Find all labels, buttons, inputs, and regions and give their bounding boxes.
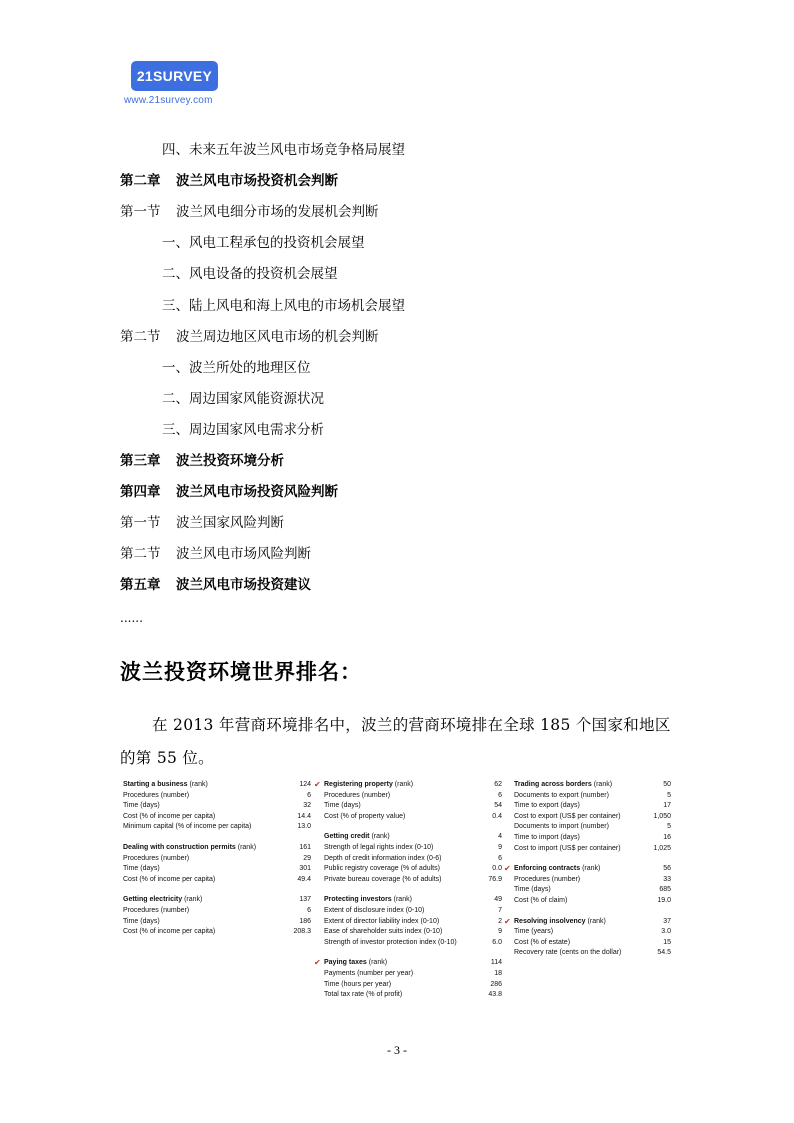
toc-line	[162, 234, 365, 252]
indicator-row	[514, 875, 671, 886]
section-heading: 波兰投资环境世界排名：	[120, 659, 362, 684]
toc-text: 三、周边国家风电需求分析	[162, 421, 324, 438]
indicator-label: Procedures (number)	[123, 791, 190, 799]
toc-text: 一、波兰所处的地理区位	[162, 359, 311, 376]
indicator-label: Cost (% of income per capita)	[123, 875, 216, 883]
indicator-label: Cost to export (US$ per container)	[514, 812, 621, 820]
toc-line	[162, 265, 338, 283]
indicator-title: ✔ Paying taxes (rank)	[314, 958, 388, 968]
indicator-header	[123, 843, 311, 854]
indicator-row	[514, 801, 671, 812]
indicator-row	[324, 864, 502, 875]
indicator-label: Time to export (days)	[514, 802, 580, 810]
indicator-title: Getting credit (rank)	[324, 833, 390, 841]
indicator-rank: 124	[299, 781, 311, 788]
toc-line	[120, 203, 379, 221]
indicator-row	[324, 927, 502, 938]
column-3	[504, 780, 671, 969]
indicator-title: Trading across borders (rank)	[514, 781, 613, 788]
indicator-row	[324, 969, 502, 980]
indicator-value: 17	[663, 802, 671, 810]
indicator-rank: 62	[494, 781, 502, 788]
indicator-rank: 161	[299, 843, 311, 851]
indicator-label: Recovery rate (cents on the dollar)	[514, 949, 622, 957]
indicator-group	[324, 895, 502, 948]
indicator-label: Procedures (number)	[514, 875, 581, 883]
indicator-row	[324, 938, 502, 949]
indicator-header	[123, 895, 311, 906]
indicator-row	[514, 822, 671, 833]
indicator-row	[324, 791, 502, 802]
indicator-label: Procedures (number)	[324, 791, 391, 799]
indicator-value: 19.0	[657, 896, 671, 904]
indicator-row	[123, 801, 311, 812]
indicator-value: 54.5	[657, 949, 671, 957]
indicator-rank: 137	[299, 896, 311, 904]
indicator-header	[314, 780, 502, 791]
indicator-value: 76.9	[488, 875, 502, 883]
indicator-value: 685	[659, 886, 671, 894]
indicator-group	[314, 958, 502, 1000]
indicator-label: Cost (% of estate)	[514, 938, 571, 946]
indicator-label: Procedures (number)	[123, 854, 190, 862]
toc-text: 波兰风电市场风险判断	[176, 546, 311, 563]
toc-text: 一、风电工程承包的投资机会展望	[162, 235, 365, 252]
indicator-value: 6	[498, 854, 502, 862]
indicator-value: 0.4	[492, 812, 502, 820]
toc-text: 波兰风电市场投资机会判断	[176, 173, 338, 190]
indicator-header	[314, 958, 502, 969]
toc-number: 第二节	[120, 328, 161, 345]
indicator-value: 0.0	[492, 865, 502, 873]
checkmark-icon: ✔	[504, 864, 511, 874]
toc-line	[162, 390, 324, 408]
indicator-value: 33	[663, 875, 671, 883]
indicator-label: Time (days)	[324, 802, 361, 810]
toc-line	[120, 452, 284, 470]
checkmark-icon: ✔	[314, 780, 321, 789]
indicator-row	[324, 801, 502, 812]
indicator-value: 1,025	[653, 844, 671, 852]
indicator-row	[514, 833, 671, 844]
indicator-row	[123, 917, 311, 928]
toc-text: 三、陆上风电和海上风电的市场机会展望	[162, 297, 405, 314]
indicator-label: Minimum capital (% of income per capita)	[123, 823, 252, 831]
indicator-label: Time (hours per year)	[324, 980, 392, 988]
indicator-row	[514, 791, 671, 802]
indicator-header	[504, 864, 671, 875]
indicator-title: Getting electricity (rank)	[123, 896, 203, 904]
indicator-row	[324, 906, 502, 917]
indicator-label: Strength of legal rights index (0-10)	[324, 843, 434, 851]
indicator-header	[123, 780, 311, 791]
toc-line	[120, 514, 284, 532]
logo-url: www.21survey.com	[124, 95, 213, 106]
toc-number: 第一节	[120, 515, 161, 532]
indicator-row	[123, 927, 311, 938]
indicator-label: Cost (% of income per capita)	[123, 928, 216, 936]
indicator-rank: 50	[663, 781, 671, 788]
indicator-row	[123, 875, 311, 886]
indicator-label: Cost (% of property value)	[324, 812, 406, 820]
indicator-header	[514, 780, 671, 791]
indicator-value: 6.0	[492, 938, 502, 946]
indicator-value: 49.4	[297, 875, 311, 883]
column-2	[314, 780, 502, 1011]
indicator-row	[514, 927, 671, 938]
indicator-row	[123, 906, 311, 917]
indicator-row	[324, 990, 502, 1001]
indicator-row	[123, 791, 311, 802]
indicator-row	[324, 854, 502, 865]
indicator-row	[324, 875, 502, 886]
indicator-row	[123, 822, 311, 833]
indicator-group	[123, 780, 311, 833]
indicator-label: Time (days)	[123, 865, 160, 873]
checkmark-icon: ✔	[314, 958, 321, 968]
indicator-header	[324, 832, 502, 843]
indicator-rank: 4	[498, 833, 502, 841]
indicator-row	[324, 843, 502, 854]
indicator-group	[504, 864, 671, 906]
indicator-row	[514, 948, 671, 959]
indicator-label: Extent of director liability index (0-10)	[324, 917, 440, 925]
indicator-label: Procedures (number)	[123, 906, 190, 914]
toc-text: 波兰风电市场投资建议	[176, 577, 311, 594]
indicator-label: Ease of shareholder suits index (0-10)	[324, 928, 443, 936]
indicator-row	[324, 917, 502, 928]
indicator-value: 5	[667, 791, 671, 799]
toc-line	[162, 421, 324, 439]
toc-text: 波兰风电市场投资风险判断	[176, 484, 338, 501]
indicator-rank: 56	[663, 865, 671, 873]
indicator-value: 208.3	[293, 928, 311, 936]
indicator-label: Documents to export (number)	[514, 791, 609, 799]
toc-text: 波兰风电细分市场的发展机会判断	[176, 204, 379, 221]
toc-number: 第五章	[120, 577, 161, 594]
indicator-value: 1,050	[653, 812, 671, 820]
indicator-label: Extent of disclosure index (0-10)	[324, 906, 425, 914]
indicator-value: 43.8	[488, 991, 502, 999]
toc-number: 第二章	[120, 173, 161, 190]
indicator-title: Dealing with construction permits (rank)	[123, 843, 257, 851]
indicator-label: Cost (% of claim)	[514, 896, 568, 904]
indicator-group	[123, 843, 311, 885]
indicator-rank: 49	[494, 896, 502, 904]
indicator-group	[514, 780, 671, 854]
page-number: - 3 -	[387, 1043, 407, 1057]
indicator-value: 5	[667, 823, 671, 831]
column-1	[123, 780, 311, 948]
toc-line	[162, 359, 311, 377]
indicator-row	[514, 938, 671, 949]
indicator-rank: 114	[490, 959, 502, 967]
indicator-label: Time (days)	[514, 886, 551, 894]
indicator-value: 54	[494, 802, 502, 810]
indicator-group	[123, 895, 311, 937]
indicator-row	[514, 885, 671, 896]
checkmark-icon: ✔	[504, 916, 511, 926]
indicator-label: Time (years)	[514, 928, 554, 936]
toc-line	[120, 483, 338, 501]
indicator-value: 16	[663, 833, 671, 841]
indicator-title: ✔ Registering property (rank)	[314, 780, 414, 789]
toc-line	[162, 297, 405, 315]
indicator-value: 286	[490, 980, 502, 988]
indicator-header	[324, 895, 502, 906]
toc-text: 波兰周边地区风电市场的机会判断	[176, 328, 379, 345]
doing-business-table	[121, 780, 677, 1012]
indicator-header	[504, 916, 671, 928]
indicator-label: Strength of investor protection index (0-10)	[324, 938, 457, 946]
indicator-value: 14.4	[297, 812, 311, 820]
indicator-label: Public registry coverage (% of adults)	[324, 865, 440, 873]
indicator-value: 6	[307, 906, 311, 914]
indicator-label: Time to import (days)	[514, 833, 580, 841]
indicator-value: 9	[498, 843, 502, 851]
toc-text: 四、未来五年波兰风电市场竞争格局展望	[162, 142, 405, 158]
toc-ellipsis: ......	[120, 611, 143, 625]
indicator-row	[514, 812, 671, 823]
indicator-value: 13.0	[297, 823, 311, 831]
indicator-group	[314, 780, 502, 822]
indicator-row	[123, 854, 311, 865]
toc-number: 第四章	[120, 484, 161, 501]
indicator-label: Total tax rate (% of profit)	[324, 991, 403, 999]
toc-text: 波兰国家风险判断	[176, 515, 284, 532]
indicator-rank: 37	[663, 917, 671, 925]
indicator-group	[504, 916, 671, 959]
indicator-label: Private bureau coverage (% of adults)	[324, 875, 442, 883]
indicator-value: 6	[307, 791, 311, 799]
indicator-value: 15	[663, 938, 671, 946]
indicator-row	[514, 896, 671, 907]
toc-line	[162, 141, 405, 159]
indicator-value: 6	[498, 791, 502, 799]
indicator-label: Payments (number per year)	[324, 969, 414, 977]
indicator-row	[324, 980, 502, 991]
indicator-label: Time (days)	[123, 802, 160, 810]
indicator-value: 2	[498, 917, 502, 925]
indicator-title: ✔ Resolving insolvency (rank)	[504, 916, 606, 926]
indicator-title: Protecting investors (rank)	[324, 896, 412, 904]
indicator-row	[123, 864, 311, 875]
toc-number: 第二节	[120, 546, 161, 563]
toc-line	[120, 576, 311, 594]
indicator-row	[123, 812, 311, 823]
toc-text: 二、风电设备的投资机会展望	[162, 266, 338, 283]
indicator-value: 32	[303, 802, 311, 810]
indicator-title: ✔ Enforcing contracts (rank)	[504, 864, 601, 874]
indicator-group	[324, 832, 502, 885]
indicator-value: 29	[303, 854, 311, 862]
indicator-label: Cost to import (US$ per container)	[514, 844, 621, 852]
indicator-label: Time (days)	[123, 917, 160, 925]
logo: 21SURVEY	[131, 61, 218, 91]
toc-line	[120, 545, 311, 563]
toc-text: 波兰投资环境分析	[176, 453, 284, 469]
toc-number: 第三章	[120, 453, 161, 469]
indicator-value: 3.0	[661, 928, 671, 936]
indicator-title: Starting a business (rank)	[123, 781, 208, 788]
toc-line	[120, 328, 379, 346]
indicator-row	[324, 812, 502, 823]
indicator-label: Cost (% of income per capita)	[123, 812, 216, 820]
indicator-label: Documents to import (number)	[514, 823, 609, 831]
indicator-value: 186	[299, 917, 311, 925]
toc-line	[120, 172, 338, 190]
ranking-paragraph: 在 2013 年营商环境排名中，波兰的营商环境排在全球 185 个国家和地区的第 55 位。	[120, 716, 671, 767]
indicator-value: 18	[494, 969, 502, 977]
indicator-value: 7	[498, 906, 502, 914]
indicator-row	[514, 844, 671, 855]
indicator-value: 301	[299, 865, 311, 873]
toc-text: 二、周边国家风能资源状况	[162, 390, 324, 407]
indicator-value: 9	[498, 928, 502, 936]
toc-number: 第一节	[120, 204, 161, 221]
indicator-label: Depth of credit information index (0-6)	[324, 854, 442, 862]
